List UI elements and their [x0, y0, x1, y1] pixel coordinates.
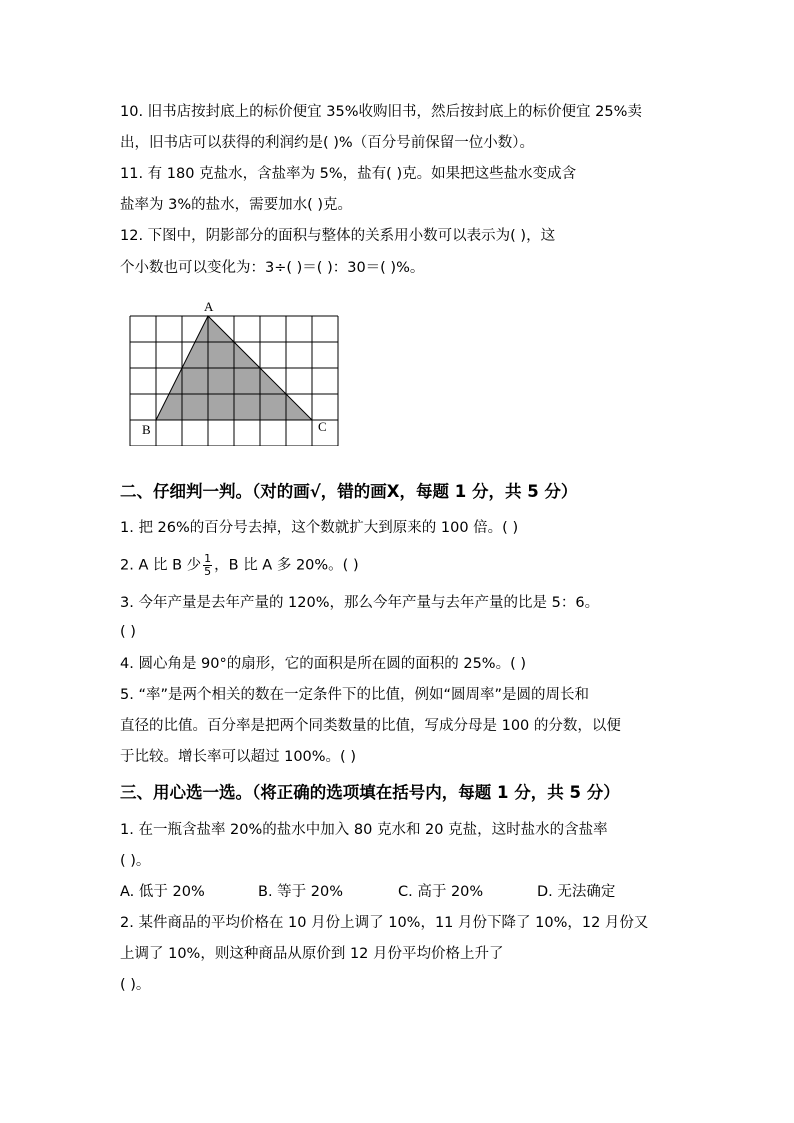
part3-q1-line1: 1. 在一瓶含盐率 20%的盐水中加入 80 克水和 20 克盐，这时盐水的含盐率: [120, 822, 608, 838]
part3-q2-line2: 上调了 10%，则这种商品从原价到 12 月份平均价格上升了: [120, 946, 504, 962]
fraction-one-fifth: [203, 553, 212, 578]
fraction-denominator: 5: [204, 565, 212, 578]
q11-line1: 11. 有 180 克盐水，含盐率为 5%，盐有( )克。如果把这些盐水变成含: [120, 166, 577, 182]
part2-q1: 1. 把 26%的百分号去掉，这个数就扩大到原来的 100 倍。( ): [120, 520, 519, 536]
part2-q5-line3: 于比较。增长率可以超过 100%。( ): [120, 749, 356, 765]
part2-q2-after: ，B 比 A 多 20%。( ): [214, 557, 359, 574]
q12-line1: 12. 下图中，阴影部分的面积与整体的关系用小数可以表示为( )，这: [120, 228, 556, 244]
part2-heading: 二、仔细判一判。（对的画√，错的画X，每题 1 分，共 5 分）: [120, 482, 578, 501]
option-c: C. 高于 20%: [398, 884, 484, 900]
part2-q5-line2: 直径的比值。百分率是把两个同类数量的比值，写成分母是 100 的分数，以便: [120, 718, 621, 734]
part2-q3-line1: 3. 今年产量是去年产量的 120%，那么今年产量与去年产量的比是 5：6。: [120, 595, 600, 611]
q10-line2: 出，旧书店可以获得的利润约是( )%（百分号前保留一位小数）。: [120, 135, 534, 151]
part3-heading: 三、用心选一选。（将正确的选项填在括号内，每题 1 分，共 5 分）: [120, 783, 620, 802]
q12-line2: 个小数也可以变化为：3÷( )＝( )：30＝( )%。: [120, 260, 425, 276]
part2-q2-before: 2. A 比 B 少: [120, 557, 202, 574]
vertex-label-b: B: [142, 422, 151, 437]
part3-q2-line1: 2. 某件商品的平均价格在 10 月份上调了 10%，11 月份下降了 10%，12 月份又: [120, 915, 649, 931]
fraction-numerator: 1: [204, 552, 212, 565]
part3-q2-line3: ( )。: [120, 977, 151, 993]
grid-triangle-figure: [124, 296, 354, 446]
option-d: D. 无法确定: [537, 884, 616, 900]
vertex-label-c: C: [318, 419, 327, 434]
q11-line2: 盐率为 3%的盐水，需要加水( )克。: [120, 197, 353, 213]
part2-q5-line1: 5. “率”是两个相关的数在一定条件下的比值，例如“圆周率”是圆的周长和: [120, 687, 589, 703]
part2-q4: 4. 圆心角是 90°的扇形，它的面积是所在圆的面积的 25%。( ): [120, 656, 527, 672]
part2-q2: [120, 553, 359, 578]
grid-lines: [130, 316, 338, 446]
vertex-label-a: A: [204, 299, 214, 314]
option-b: B. 等于 20%: [258, 884, 344, 900]
option-a: A. 低于 20%: [120, 884, 205, 900]
part3-q1-line2: ( )。: [120, 853, 151, 869]
part2-q3-line2: ( ): [120, 624, 136, 640]
q10-line1: 10. 旧书店按封底上的标价便宜 35%收购旧书，然后按封底上的标价便宜 25%卖: [120, 104, 642, 120]
